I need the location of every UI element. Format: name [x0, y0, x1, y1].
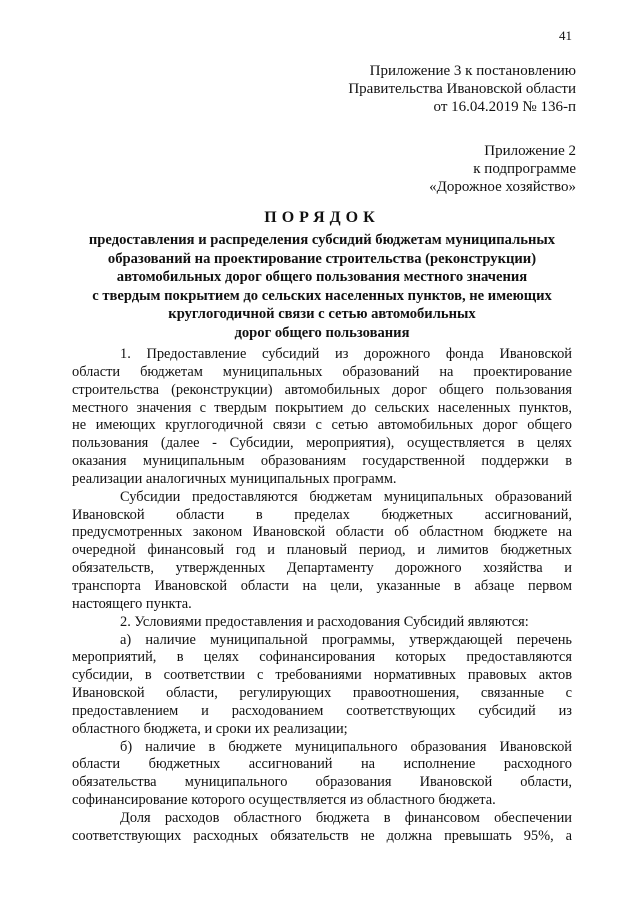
subtitle-line: предоставления и распределения субсидий бюджетам муниципальных [88, 232, 556, 248]
document-body [72, 346, 572, 846]
body-line: мероприятий, в целях софинансирования которых предоставляются [72, 649, 572, 666]
body-line: строительства (реконструкции) автомобильных дорог общего пользования [72, 381, 572, 398]
body-line: субсидии, в соответствии с требованиями нормативных правовых актов [72, 667, 572, 684]
body-line: 2. Условиями предоставления и расходования Субсидий являются: [120, 613, 529, 630]
body-line: Ивановской области в пределах бюджетных ассигнований, [72, 506, 572, 523]
body-line: местного значения с твердым покрытием до сельских населенных пунктов, [72, 399, 572, 416]
body-line: Доля расходов областного бюджета в финансовом обеспечении [120, 809, 572, 826]
body-line: предоставлением и расходованием соответствующих субсидий из [72, 702, 572, 719]
subtitle-line: образований на проектирование строительства (реконструкции) [107, 250, 537, 267]
appendix-3-line: от 16.04.2019 № 136-п [433, 99, 576, 115]
body-line: очередной финансовый год и плановый период, и лимитов бюджетных [72, 542, 572, 559]
page-number: 41 [559, 28, 572, 43]
body-line: софинансирование которого осуществляется из областного бюджета. [72, 792, 496, 809]
subtitle-line: круглогодичной связи с сетью автомобильных [168, 306, 476, 322]
subtitle-line: автомобильных дорог общего пользования местного значения [116, 269, 528, 285]
body-line: реализации аналогичных муниципальных программ. [72, 470, 397, 487]
body-line: транспорта Ивановской области на цели, указанные в абзаце первом [72, 577, 572, 594]
appendix-3-line: Правительства Ивановской области [348, 81, 576, 97]
appendix-2-line: к подпрограмме [473, 161, 576, 177]
document-title-block [72, 208, 572, 342]
appendix-2-reference [429, 142, 576, 196]
body-line: предусмотренных законом Ивановской области об областном бюджете на [72, 524, 572, 541]
body-line: 1. Предоставление субсидий из дорожного фонда Ивановской [120, 346, 572, 362]
body-line: области бюджетам муниципальных образований на проектирование [72, 363, 572, 380]
appendix-3-line: Приложение 3 к постановлению [369, 63, 576, 79]
body-line: области бюджетных ассигнований на исполнение расходного [72, 756, 572, 773]
body-line: Субсидии предоставляются бюджетам муниципальных образований [120, 488, 572, 505]
body-line: обязательства муниципального образования Ивановской области, [72, 774, 572, 791]
appendix-2-line: Приложение 2 [484, 143, 576, 159]
body-line: не имеющих круглогодичной связи с сетью автомобильных дорог общего [72, 417, 572, 434]
appendix-2-line: «Дорожное хозяйство» [429, 179, 576, 195]
subtitle-line: дорог общего пользования [234, 324, 410, 341]
body-line: пользования (далее - Субсидии, мероприятия), осуществляется в целях [72, 435, 572, 452]
body-line: областного бюджета, и сроки их реализации; [72, 720, 348, 737]
body-line: настоящего пункта. [72, 595, 192, 612]
body-line: Ивановской области, регулирующих правоотношения, связанные с [72, 685, 572, 702]
body-line: оказания муниципальным образованиям государственной поддержки в [72, 453, 572, 470]
appendix-3-reference [348, 62, 576, 116]
subtitle-line: с твердым покрытием до сельских населенных пунктов, не имеющих [92, 287, 552, 304]
body-line: а) наличие муниципальной программы, утверждающей перечень [120, 631, 572, 648]
body-line: б) наличие в бюджете муниципального образования Ивановской [120, 738, 572, 755]
body-line: соответствующих расходных обязательств не должна превышать 95%, а [72, 827, 572, 844]
document-title: ПОРЯДОК [264, 209, 380, 226]
body-line: обязательств, утвержденных Департаменту дорожного хозяйства и [72, 560, 572, 577]
